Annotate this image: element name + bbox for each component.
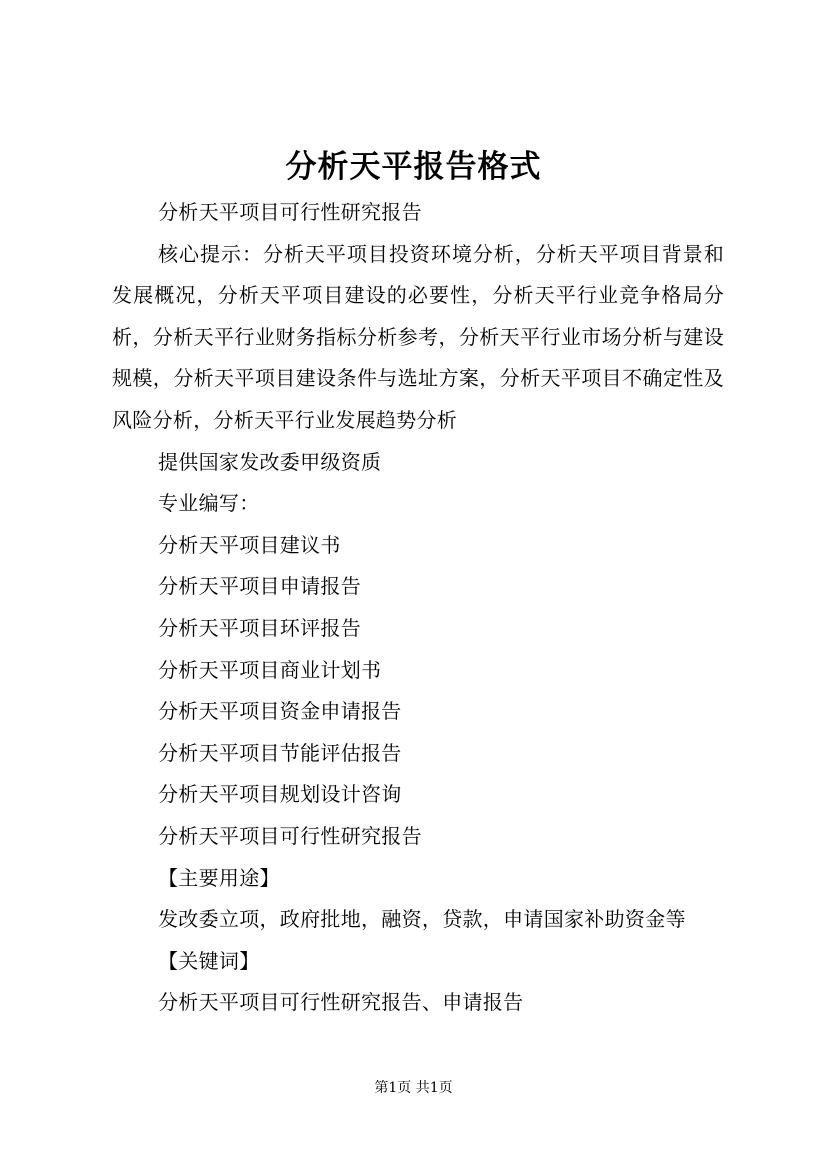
paragraph-keywords: 分析天平项目可行性研究报告、申请报告 bbox=[158, 990, 524, 1015]
paragraph-professional-writing: 专业编写： bbox=[158, 491, 260, 516]
list-item-funding-application: 分析天平项目资金申请报告 bbox=[158, 699, 402, 724]
paragraph-main-uses: 发改委立项，政府批地，融资，贷款，申请国家补助资金等 bbox=[158, 907, 686, 932]
section-heading-main-uses: 【主要用途】 bbox=[158, 865, 280, 890]
list-item-planning-consulting: 分析天平项目规划设计咨询 bbox=[158, 782, 402, 807]
list-item-proposal: 分析天平项目建议书 bbox=[158, 532, 341, 557]
list-item-business-plan: 分析天平项目商业计划书 bbox=[158, 657, 382, 682]
paragraph-report-name: 分析天平项目可行性研究报告 bbox=[158, 200, 422, 224]
paragraph-core-tips: 核心提示：分析天平项目投资环境分析，分析天平项目背景和发展概况，分析天平项目建设的必要性，分析天平行业竞争格局分析，分析天平行业财务指标分析参考，分析天平行业市场分析与建设规模，分析天平项目建设条件与选址方案，分析天平项目不确定性及风险分析，分析天平行业发展趋势分析 bbox=[112, 241, 724, 432]
section-heading-keywords: 【关键词】 bbox=[158, 948, 260, 973]
document-body bbox=[112, 192, 724, 1024]
list-item-feasibility-report: 分析天平项目可行性研究报告 bbox=[158, 823, 422, 848]
list-item-eia-report: 分析天平项目环评报告 bbox=[158, 615, 361, 640]
list-item-energy-assessment: 分析天平项目节能评估报告 bbox=[158, 740, 402, 765]
list-item-application-report: 分析天平项目申请报告 bbox=[158, 574, 361, 599]
paragraph-qualification: 提供国家发改委甲级资质 bbox=[158, 449, 382, 474]
page-footer: 第1页 共1页 bbox=[374, 1080, 453, 1096]
document-title: 分析天平报告格式 bbox=[285, 149, 542, 185]
